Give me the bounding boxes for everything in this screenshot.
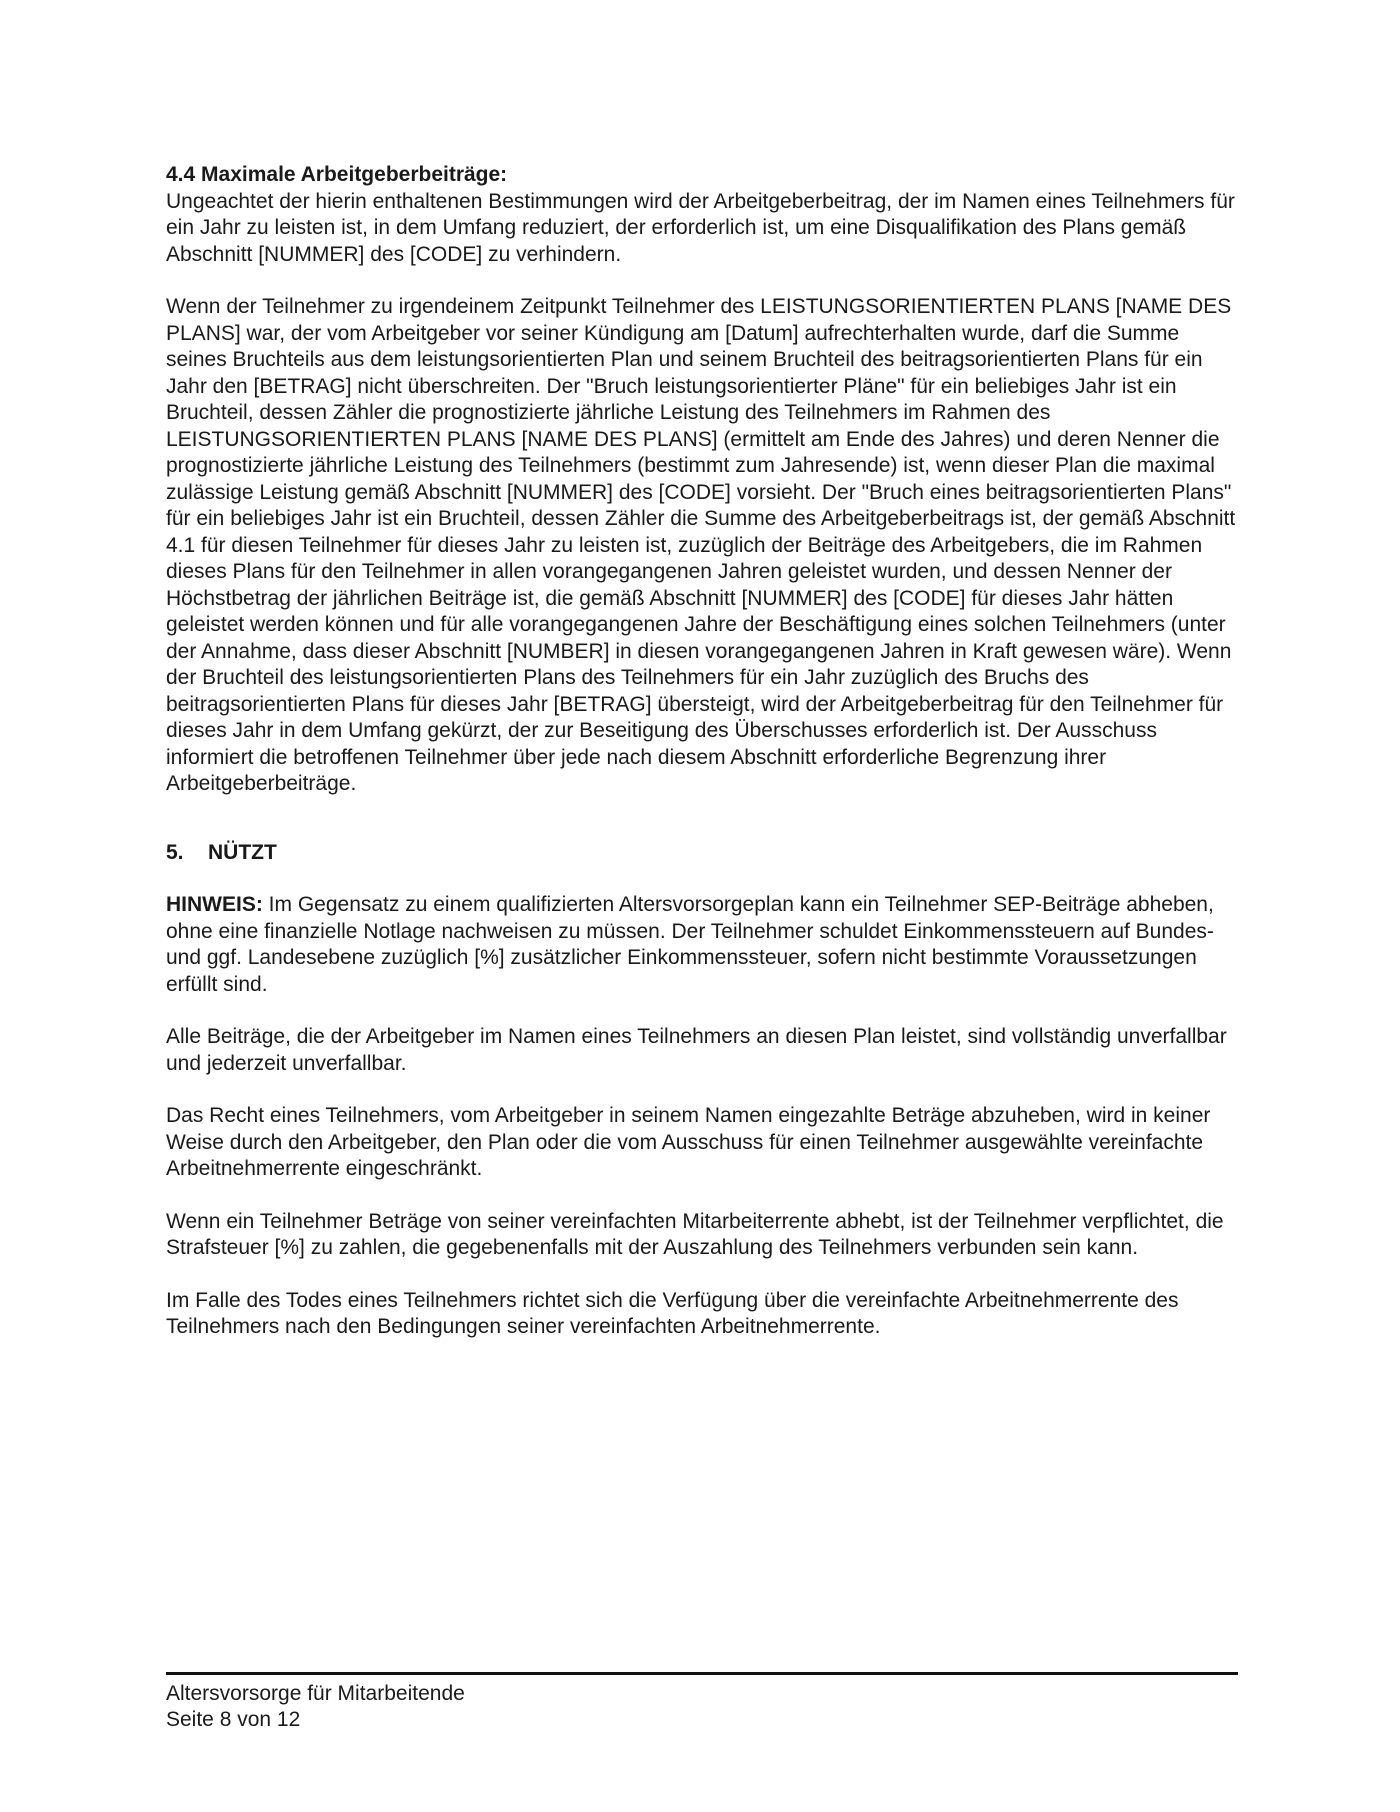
- section-4-4-heading: 4.4 Maximale Arbeitgeberbeiträge:: [166, 163, 508, 186]
- page-footer: [166, 1672, 1238, 1733]
- section-5-number: 5.: [166, 840, 184, 864]
- section-5-heading: [166, 840, 1236, 867]
- footer-title: Altersvorsorge für Mitarbeitende: [166, 1682, 465, 1705]
- death-paragraph: Im Falle des Todes eines Teilnehmers richtet sich die Verfügung über die vereinfachte Arbeitnehmerrente des Teilnehmers nach den Bedingungen seiner vereinfachten Arbeitnehmerrente.: [166, 1288, 1179, 1338]
- document-page: [166, 162, 1236, 1341]
- note-paragraph: [166, 892, 1236, 998]
- penalty-tax-paragraph: Wenn ein Teilnehmer Beträge von seiner vereinfachten Mitarbeiterrente abhebt, ist der Teilnehmer verpflichtet, die Strafsteuer [%] zu zahlen, die gegebenenfalls mit der Auszahlung des Teilnehmers verbunden sein kann.: [166, 1209, 1224, 1259]
- section-5-title: NÜTZT: [208, 840, 277, 864]
- note-label: HINWEIS:: [166, 893, 263, 916]
- section-4-4-body: Wenn der Teilnehmer zu irgendeinem Zeitpunkt Teilnehmer des LEISTUNGSORIENTIERTEN PLANS [NAME DES PLANS] war, der vom Arbeitgeber vor seiner Kündigung am [Datum] aufrechterhalten wurde, darf die Summe seines Bruchteils aus dem leistungsorientierten Plan und seinem Bruchteil des beitragsorientierten Plans für ein Jahr den [BETRAG] nicht überschreiten. Der "Bruch leistungsorientierter Pläne" für ein beliebiges Jahr ist ein Bruchteil, dessen Zähler die prognostizierte jährliche Leistung des Teilnehmers im Rahmen des LEISTUNGSORIENTIERTEN PLANS [NAME DES PLANS] (ermittelt am Ende des Jahres) und deren Nenner die prognostizierte jährliche Leistung des Teilnehmers (bestimmt zum Jahresende) ist, wenn dieser Plan die maximal zulässige Leistung gemäß Abschnitt [NUMMER] des [CODE] vorsieht. Der "Bruch eines beitragsorientierten Plans" für ein beliebiges Jahr ist ein Bruchteil, dessen Zähler die Summe des Arbeitgeberbeitrags ist, der gemäß Abschnitt 4.1 für diesen Teilnehmer für dieses Jahr zu leisten ist, zuzüglich der Beiträge des Arbeitgebers, die im Rahmen dieses Plans für den Teilnehmer in allen vorangegangenen Jahren geleistet wurden, und dessen Nenner der Höchstbetrag der jährlichen Beiträge ist, die gemäß Abschnitt [NUMMER] des [CODE] für dieses Jahr hätten geleistet werden können und für alle vorangegangenen Jahre der Beschäftigung eines solchen Teilnehmers (unter der Annahme, dass dieser Abschnitt [NUMBER] in diesen vorangegangenen Jahren in Kraft gewesen wäre). Wenn der Bruchteil des leistungsorientierten Plans des Teilnehmers für ein Jahr zuzüglich des Bruchs des beitragsorientierten Plans für dieses Jahr [BETRAG] übersteigt, wird der Arbeitgeberbeitrag für den Teilnehmer für dieses Jahr in dem Umfang gekürzt, der zur Beseitigung des Überschusses erforderlich ist. Der Ausschuss informiert die betroffenen Teilnehmer über jede nach diesem Abschnitt erforderliche Begrenzung ihrer Arbeitgeberbeiträge.: [166, 295, 1236, 795]
- footer-page-number: Seite 8 von 12: [166, 1708, 301, 1731]
- footer-divider: [166, 1672, 1238, 1675]
- note-text: Im Gegensatz zu einem qualifizierten Altersvorsorgeplan kann ein Teilnehmer SEP-Beiträge abheben, ohne eine finanzielle Notlage nachweisen zu müssen. Der Teilnehmer schuldet Einkommenssteuern auf Bundes- und ggf. Landesebene zuzüglich [%] zusätzlicher Einkommenssteuer, sofern nicht bestimmte Voraussetzungen erfüllt sind.: [166, 893, 1214, 996]
- vesting-paragraph: Alle Beiträge, die der Arbeitgeber im Namen eines Teilnehmers an diesen Plan leistet, sind vollständig unverfallbar und jederzeit unverfallbar.: [166, 1025, 1227, 1075]
- section-4-4-intro: Ungeachtet der hierin enthaltenen Bestimmungen wird der Arbeitgeberbeitrag, der im Namen eines Teilnehmers für ein Jahr zu leisten ist, in dem Umfang reduziert, der erforderlich ist, um eine Disqualifikation des Plans gemäß Abschnitt [NUMMER] des [CODE] zu verhindern.: [166, 189, 1235, 266]
- withdrawal-right-paragraph: Das Recht eines Teilnehmers, vom Arbeitgeber in seinem Namen eingezahlte Beträge abzuheben, wird in keiner Weise durch den Arbeitgeber, den Plan oder die vom Ausschuss für einen Teilnehmer ausgewählte vereinfachte Arbeitnehmerrente eingeschränkt.: [166, 1104, 1211, 1180]
